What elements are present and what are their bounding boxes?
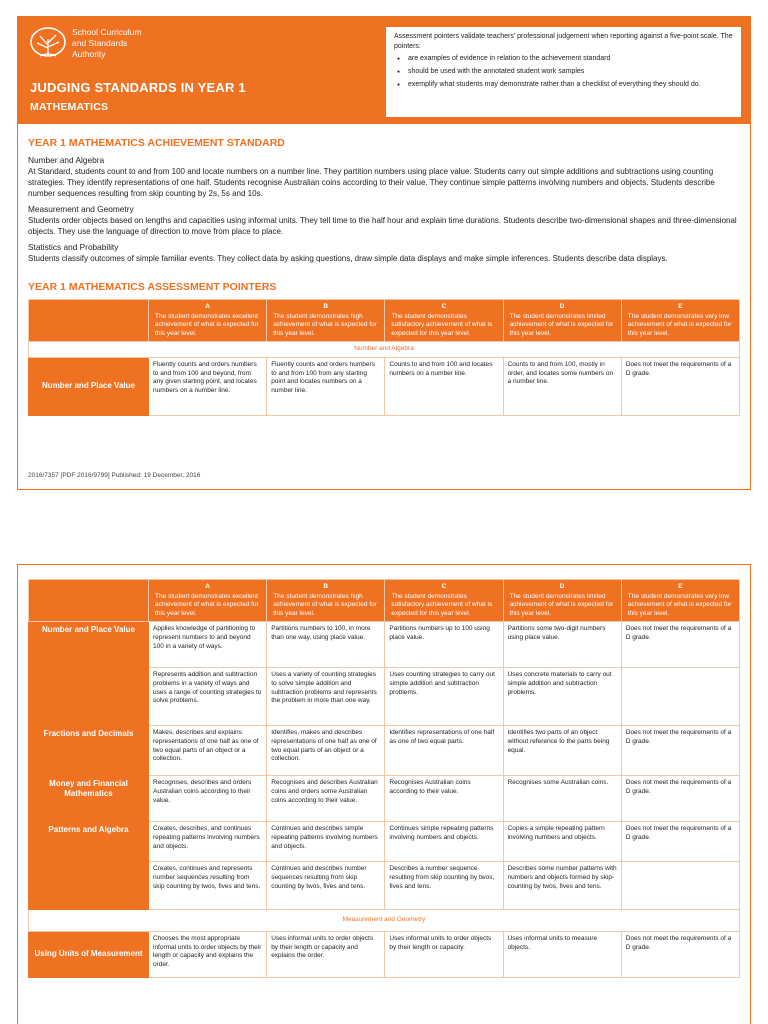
- table-cell: Uses informal units to order objects by their length or capacity and explains the order.: [267, 931, 385, 977]
- logo-text: [72, 27, 141, 60]
- row-label: Using Units of Measurement: [29, 931, 149, 977]
- table-cell: Does not meet the requirements of a D grade.: [621, 357, 739, 415]
- table-row: [29, 622, 740, 668]
- grade-header-cell: [621, 580, 739, 622]
- table-cell: Does not meet the requirements of a D grade.: [621, 776, 739, 822]
- table-cell: Applies knowledge of partitioning to represent numbers to and beyond 100 in a variety of ways.: [149, 622, 267, 668]
- grade-description: The student demonstrates very low achievement of what is expected for this year level.: [627, 592, 732, 617]
- table-cell: Identifies two parts of an object without reference to the parts being equal.: [503, 726, 621, 776]
- header-blank-cell: [29, 580, 149, 622]
- table-row: [29, 726, 740, 776]
- table-cell: Counts to and from 100, mostly in order, and locates some numbers on a number line.: [503, 357, 621, 415]
- table-cell: Copies a simple repeating pattern involving numbers and objects.: [503, 822, 621, 862]
- table-cell: Uses informal units to measure objects.: [503, 931, 621, 977]
- header-blank-cell: [29, 300, 149, 342]
- table-row: [29, 822, 740, 862]
- achievement-standard-heading: YEAR 1 MATHEMATICS ACHIEVEMENT STANDARD: [28, 137, 285, 149]
- page-title: JUDGING STANDARDS IN YEAR 1: [30, 80, 246, 95]
- table-cell: Uses counting strategies to carry out simple addition and subtraction problems.: [385, 668, 503, 726]
- grade-header-cell: [149, 580, 267, 622]
- row-label: Patterns and Algebra: [29, 822, 149, 910]
- table-cell: Counts to and from 100 and locates numbers on a number line.: [385, 357, 503, 415]
- grade-header-cell: [503, 580, 621, 622]
- logo-line: Authority: [72, 49, 106, 59]
- grade-description: The student demonstrates high achievement of what is expected for this year level.: [273, 592, 377, 617]
- page-footer: 2016/7357 [PDF 2016/9799] Published: 19 December, 2016: [28, 472, 201, 479]
- table-cell: Creates, describes, and continues repeating patterns involving numbers and objects.: [149, 822, 267, 862]
- section-title: Measurement and Geometry: [28, 204, 134, 214]
- page-header: [18, 17, 750, 124]
- table-cell: Partitions numbers to 100, in more than one way, using place value.: [267, 622, 385, 668]
- table-cell: Continues simple repeating patterns involving numbers and objects.: [385, 822, 503, 862]
- grade-description: The student demonstrates excellent achievement of what is expected for this year level.: [155, 592, 259, 617]
- grade-letter: D: [559, 303, 565, 310]
- table-cell: Makes, describes and explains representations of one half as one of two equal parts of an object or a collection.: [149, 726, 267, 776]
- table-cell: Chooses the most appropriate informal units to order objects by their length or capacity and explains the order.: [149, 931, 267, 977]
- grade-letter: B: [323, 303, 329, 310]
- grade-letter: E: [678, 583, 683, 590]
- table-cell: Does not meet the requirements of a D grade.: [621, 622, 739, 668]
- strand-label: Measurement and Geometry: [29, 910, 740, 932]
- grade-header-row: [29, 300, 740, 342]
- table-cell: Identifies representations of one half as one of two equal parts.: [385, 726, 503, 776]
- table-row: [29, 357, 740, 415]
- table-cell: Creates, continues and represents number sequences resulting from skip counting by twos, fives and tens.: [149, 862, 267, 910]
- table-cell: Identifies, makes and describes representations of one half as one of two equal parts of an object or a collection.: [267, 726, 385, 776]
- table-cell: Recognises some Australian coins.: [503, 776, 621, 822]
- row-label: Fractions and Decimals: [29, 726, 149, 776]
- grade-letter: A: [205, 583, 210, 590]
- scsa-logo: [28, 25, 188, 65]
- strand-label: Number and Algebra: [29, 342, 740, 358]
- table-cell: Describes some number patterns with numbers and objects formed by skip-counting by twos, fives and tens.: [503, 862, 621, 910]
- row-label: Number and Place Value: [29, 622, 149, 726]
- grade-header-cell: [267, 300, 385, 342]
- document-page-2: [17, 564, 751, 1024]
- table-cell: Recognises and describes Australian coins and orders some Australian coins according to their value.: [267, 776, 385, 822]
- note-intro: Assessment pointers validate teachers' professional judgement when reporting against a five-point scale. The pointers:: [394, 33, 733, 50]
- grade-header-cell: [149, 300, 267, 342]
- table-cell: Continues and describes simple repeating patterns involving numbers and objects.: [267, 822, 385, 862]
- grade-description: The student demonstrates excellent achievement of what is expected for this year level.: [155, 312, 259, 337]
- grade-description: The student demonstrates satisfactory achievement of what is expected for this year level.: [391, 592, 493, 617]
- table-cell: Recognises, describes and orders Australian coins according to their value.: [149, 776, 267, 822]
- section-text: At Standard, students count to and from 100 and locate numbers on a number line. They partition numbers using place value. Students carry out simple additions and subtractions using counting strategies. They identify representations of one half. Students recognise Australian coins according to their value. They continue simple patterns involving numbers and objects. Students describe number sequences resulting from skip counting by 2s, 5s and 10s.: [28, 167, 715, 198]
- logo-line: School Curriculum: [72, 27, 142, 37]
- grade-letter: C: [441, 303, 447, 310]
- grade-header-cell: [385, 300, 503, 342]
- table-cell: Does not meet the requirements of a D grade.: [621, 726, 739, 776]
- table-cell: Recognises Australian coins according to their value.: [385, 776, 503, 822]
- strand-row: [29, 342, 740, 358]
- achievement-standard-text: [18, 155, 750, 264]
- grade-description: The student demonstrates high achievement of what is expected for this year level.: [273, 312, 377, 337]
- note-bullet: ● exemplify what students may demonstrate rather than a checklist of everything they should do.: [394, 80, 733, 90]
- grade-header-cell: [385, 580, 503, 622]
- grade-description: The student demonstrates limited achievement of what is expected for this year level.: [509, 312, 614, 337]
- row-label: Number and Place Value: [29, 357, 149, 415]
- table-cell: Does not meet the requirements of a D grade.: [621, 822, 739, 862]
- table-cell: Fluently counts and orders numbers to and from 100 and beyond, from any given starting point, and locates numbers on a number line.: [149, 357, 267, 415]
- assessment-note-box: [386, 27, 741, 117]
- section-text: Students classify outcomes of simple familiar events. They collect data by asking questions, draw simple data displays and make simple inferences. Students describe data displays.: [28, 254, 668, 263]
- page-subtitle: MATHEMATICS: [30, 101, 109, 113]
- grade-header-cell: [267, 580, 385, 622]
- table-cell: Uses a variety of counting strategies to solve simple addition and subtraction problems and represents the problem in more than one way.: [267, 668, 385, 726]
- section-title: Statistics and Probability: [28, 242, 119, 252]
- table-cell: [621, 862, 739, 910]
- grade-description: The student demonstrates very low achievement of what is expected for this year level.: [627, 312, 732, 337]
- grade-letter: C: [441, 583, 447, 590]
- table-cell: Continues and describes number sequences resulting from skip counting by twos, fives and tens.: [267, 862, 385, 910]
- grade-header-cell: [621, 300, 739, 342]
- note-bullet-list: [394, 54, 733, 90]
- table-row: [29, 931, 740, 977]
- tree-logo-icon: [28, 25, 68, 63]
- assessment-pointers-heading: YEAR 1 MATHEMATICS ASSESSMENT POINTERS: [28, 281, 277, 293]
- grade-description: The student demonstrates limited achievement of what is expected for this year level.: [509, 592, 614, 617]
- section-title: Number and Algebra: [28, 155, 105, 165]
- table-row: [29, 776, 740, 822]
- logo-line: and Standards: [72, 38, 128, 48]
- table-cell: Partitions some two-digit numbers using place value.: [503, 622, 621, 668]
- table-cell: Fluently counts and orders numbers to and from 100 from any starting point and locates numbers on a number line.: [267, 357, 385, 415]
- grade-letter: A: [205, 303, 210, 310]
- grade-header-cell: [503, 300, 621, 342]
- table-cell: Uses informal units to order objects by their length or capacity.: [385, 931, 503, 977]
- grade-letter: D: [559, 583, 565, 590]
- note-bullet: ● should be used with the annotated student work samples: [394, 67, 733, 77]
- table-cell: Describes a number sequence resulting from skip counting by twos, fives and tens.: [385, 862, 503, 910]
- pointers-table-page1: [28, 299, 740, 416]
- row-label: Money and Financial Mathematics: [29, 776, 149, 822]
- pointers-table-page2: [28, 579, 740, 978]
- grade-letter: E: [678, 303, 683, 310]
- table-cell: Does not meet the requirements of a D grade.: [621, 931, 739, 977]
- table-cell: Represents addition and subtraction problems in a variety of ways and uses a range of counting strategies to solve problems.: [149, 668, 267, 726]
- document-page-1: [17, 16, 751, 490]
- note-bullet: ● are examples of evidence in relation to the achievement standard: [394, 54, 733, 64]
- table-cell: Uses concrete materials to carry out simple addition and subtraction problems.: [503, 668, 621, 726]
- table-cell: [621, 668, 739, 726]
- strand-row: [29, 910, 740, 932]
- grade-header-row: [29, 580, 740, 622]
- table-cell: Partitions numbers up to 100 using place value.: [385, 622, 503, 668]
- section-text: Students order objects based on lengths and capacities using informal units. They tell time to the half hour and explain time durations. Students describe two-dimensional shapes and three-dimensional objects. They use the language of direction to move from place to place.: [28, 216, 737, 236]
- grade-letter: B: [323, 583, 329, 590]
- grade-description: The student demonstrates satisfactory achievement of what is expected for this year level.: [391, 312, 493, 337]
